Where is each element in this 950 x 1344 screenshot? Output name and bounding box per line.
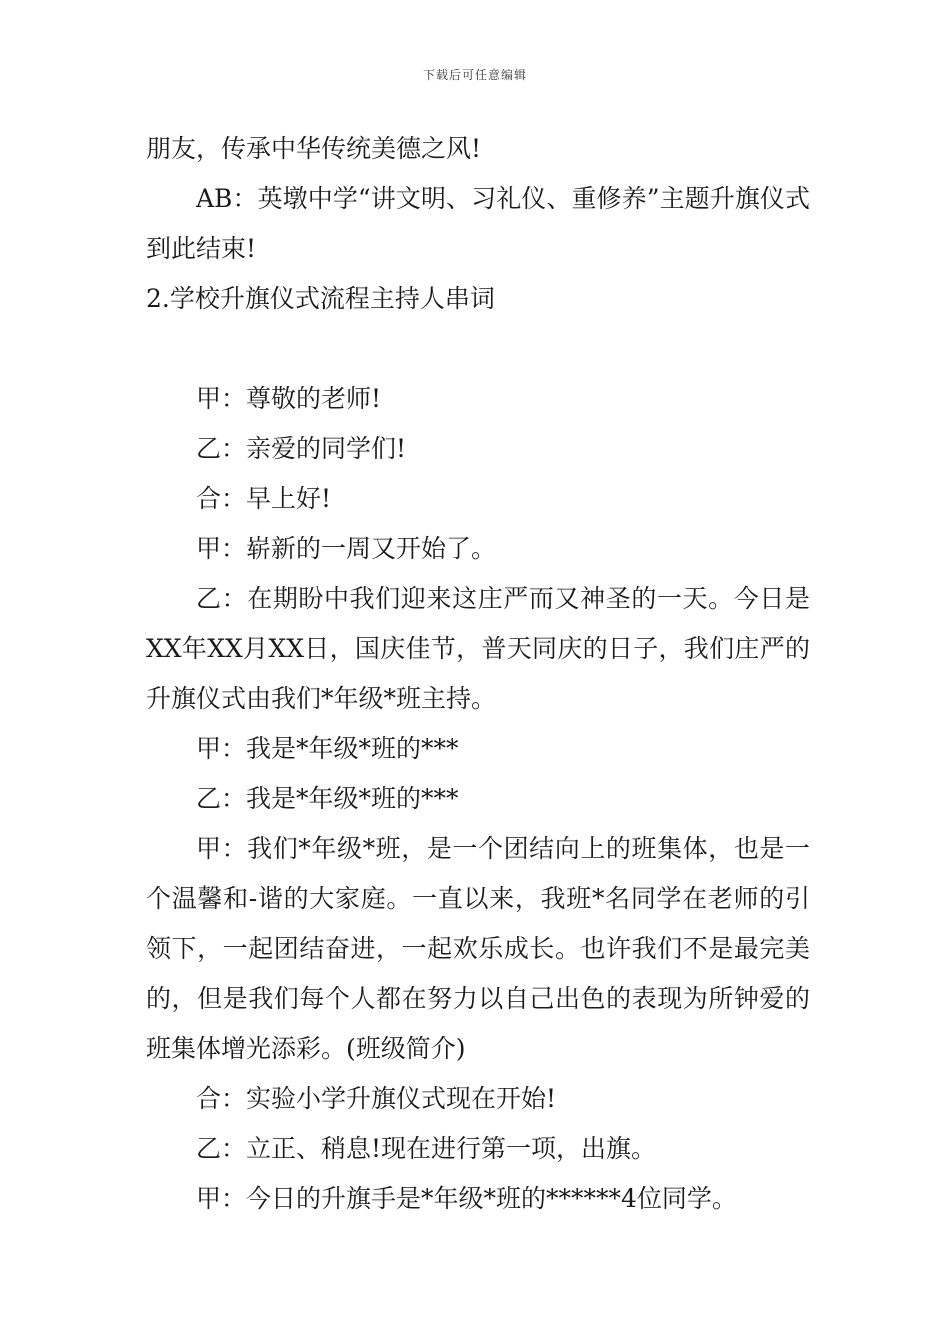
- paragraph-dialogue: 合：早上好!: [196, 484, 332, 513]
- document-body: [146, 124, 810, 1224]
- paragraph-dialogue: 甲：我是*年级*班的***: [196, 734, 459, 763]
- paragraph-dialogue: 甲：崭新的一周又开始了。: [196, 534, 497, 563]
- paragraph-dialogue: 乙：亲爱的同学们!: [196, 434, 407, 463]
- page-header: 下载后可任意编辑: [422, 68, 527, 82]
- paragraph-class-intro: 甲：我们*年级*班，是一个团结向上的班集体，也是一个温馨和-谐的大家庭。一直以来，我班*名同学在老师的引领下，一起团结奋进，一起欢乐成长。也许我们不是最完美的，但是我们每个人都在努力以自己出色的表现为所钟爱的班集体增光添彩。(班级简介): [146, 834, 810, 1063]
- paragraph-dialogue: 乙：立正、稍息!现在进行第一项，出旗。: [196, 1134, 657, 1163]
- section-heading: 2.学校升旗仪式流程主持人串词: [146, 284, 495, 313]
- paragraph-ab-ending: AB：英墩中学“讲文明、习礼仪、重修养”主题升旗仪式到此结束!: [146, 184, 810, 263]
- paragraph-dialogue: 合：实验小学升旗仪式现在开始!: [196, 1084, 557, 1113]
- paragraph-dialogue: 甲：尊敬的老师!: [196, 384, 382, 413]
- paragraph-dialogue: 乙：在期盼中我们迎来这庄严而又神圣的一天。今日是XX年XX月XX日，国庆佳节，普天同庆的日子，我们庄严的升旗仪式由我们*年级*班主持。: [146, 584, 810, 713]
- blank-line: [146, 324, 810, 374]
- paragraph-dialogue: 甲：今日的升旗手是*年级*班的******4位同学。: [196, 1184, 737, 1213]
- paragraph-dialogue: 乙：我是*年级*班的***: [196, 784, 459, 813]
- paragraph-closing-line: 朋友，传承中华传统美德之风!: [146, 134, 482, 163]
